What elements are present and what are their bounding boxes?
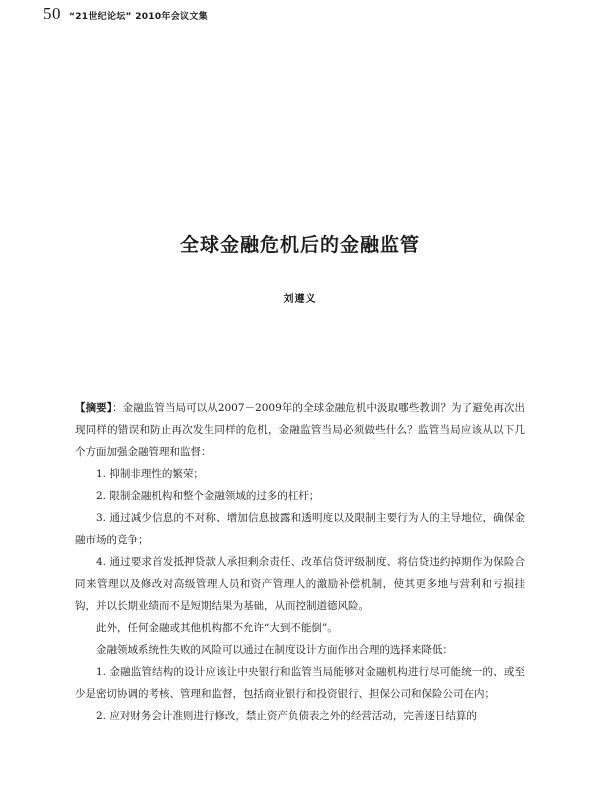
list-item: 3. 通过减少信息的不对称、增加信息披露和透明度以及限制主要行为人的主导地位，确保金融市场的竞争； <box>75 512 525 546</box>
article-author: 刘遵义 <box>283 294 317 305</box>
list-item: 1. 抑制非理性的繁荣； <box>96 468 204 480</box>
systemic-risk-note: 金融领域系统性失败的风险可以通过在制度设计方面作出合理的选择来降低： <box>96 644 453 656</box>
article-body <box>75 397 525 727</box>
list-item: 1. 金融监管结构的设计应该让中央银行和监管当局能够对金融机构进行尽可能统一的、或至少是密切协调的考核、管理和监督，包括商业银行和投资银行、担保公司和保险公司在内； <box>75 666 525 700</box>
list-item: 2. 限制金融机构和整个金融领域的过多的杠杆； <box>96 490 320 502</box>
article-title: 全球金融危机后的金融监管 <box>179 234 420 256</box>
too-big-to-fail-note: 此外，任何金融或其他机构都不允许“大到不能倒”。 <box>96 622 338 634</box>
running-title: “21世纪论坛” 2010年会议文集 <box>69 12 208 22</box>
abstract-text: ：金融监管当局可以从2007－2009年的全球金融危机中汲取哪些教训？为了避免再次出现同样的错误和防止再次发生同样的危机，金融监管当局必须做些什么？监管当局应该从以下几个方面加强金融管理和监督： <box>75 402 525 458</box>
running-header <box>43 4 208 24</box>
list-item: 4. 通过要求首发抵押贷款人承担剩余责任、改革信贷评级制度、将信贷违约掉期作为保险合同来管理以及修改对高级管理人员和资产管理人的激励补偿机制，使其更多地与营利和亏损挂钩，并以长期业绩而不是短期结果为基础，从而控制道德风险。 <box>75 556 525 612</box>
list-item: 2. 应对财务会计准则进行修改，禁止资产负债表之外的经营活动，完善逐日结算的 <box>96 710 477 722</box>
abstract-paragraph <box>75 397 525 463</box>
page-number: 50 <box>43 4 61 23</box>
abstract-label: 【摘要】 <box>75 402 113 414</box>
